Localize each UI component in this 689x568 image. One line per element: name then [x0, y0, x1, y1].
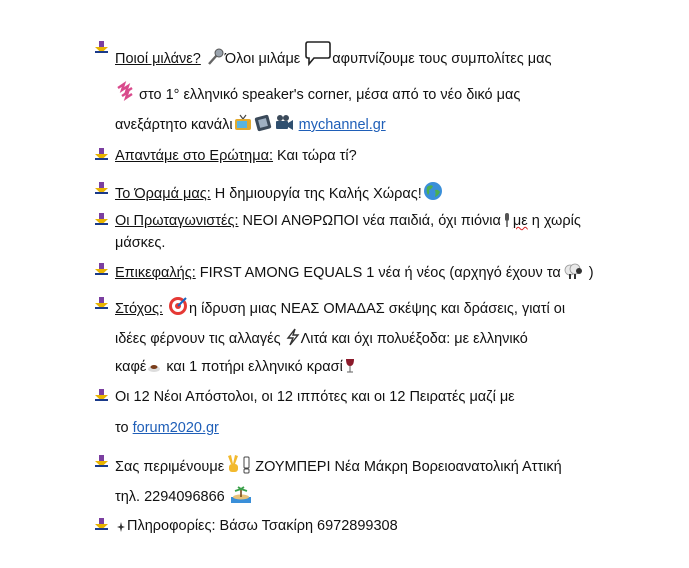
item-text: ): [588, 265, 594, 281]
bullet-arrow-icon: [95, 262, 108, 276]
item-text: Πληροφορίες: Βάσω Τσακίρη 6972899308: [127, 518, 398, 534]
item-label: Οι Πρωταγωνιστές:: [115, 213, 239, 229]
exclamation-icon: [243, 456, 250, 474]
film-frames-icon: [254, 114, 272, 132]
television-icon: [234, 114, 252, 132]
list-item-continuation: [115, 114, 386, 134]
wine-glass-icon: [344, 358, 356, 374]
list-item: [115, 296, 565, 318]
bullet-arrow-icon: [95, 388, 108, 402]
globe-icon: [423, 181, 443, 201]
item-text: ανεξάρτητο κανάλι: [115, 117, 233, 133]
item-text: με: [512, 213, 528, 229]
list-item-continuation: [115, 486, 253, 506]
microphone-icon: [206, 48, 224, 66]
target-icon: [168, 296, 188, 316]
list-item-continuation: [115, 419, 219, 437]
list-item: [115, 388, 515, 406]
item-label: Το Όραμά μας:: [115, 186, 211, 202]
item-text: μάσκες.: [115, 235, 166, 251]
item-text: το: [115, 420, 129, 436]
item-text: Και τώρα τί?: [277, 148, 357, 164]
item-text: Η δημιουργία της Καλής Χώρας!: [214, 186, 422, 202]
list-item: [115, 212, 581, 230]
list-item: [115, 181, 444, 203]
victory-hand-icon: [225, 454, 241, 474]
list-item-continuation: [115, 234, 165, 252]
forum-link[interactable]: forum2020.gr: [132, 420, 219, 436]
item-text: τηλ. 2294096866: [115, 489, 225, 505]
coffee-cup-icon: [147, 360, 161, 374]
item-text: αφυπνίζουμε τους συμπολίτες μας: [332, 51, 552, 67]
bullet-arrow-icon: [95, 517, 108, 531]
item-text: και 1 ποτήρι ελληνικό κρασί: [166, 359, 343, 375]
item-text: καφέ: [115, 359, 147, 375]
list-item: [115, 454, 562, 476]
bullet-arrow-icon: [95, 147, 108, 161]
item-text: Λιτά και όχι πολυέξοδα: με ελληνικό: [300, 331, 528, 347]
item-label: Ποιοί μιλάνε?: [115, 51, 201, 67]
zigzag-icon: [116, 80, 138, 102]
video-camera-icon: [274, 114, 294, 132]
item-label: Απαντάμε στο Ερώτημα:: [115, 148, 274, 164]
lightning-icon: [286, 328, 300, 346]
item-text: ΖΟΥΜΠΕΡΙ Νέα Μάκρη Βορειοανατολική Αττική: [255, 459, 562, 475]
sparkle-icon: [116, 521, 126, 533]
item-text: στο 1° ελληνικό speaker's corner, μέσα από το νέο δικό μας: [139, 87, 521, 103]
list-item: [115, 147, 357, 165]
bullet-arrow-icon: [95, 40, 108, 54]
item-label: Στόχος:: [115, 301, 163, 317]
list-item: [115, 262, 594, 282]
item-text: η ίδρυση μιας ΝΕΑΣ ΟΜΑΔΑΣ σκέψης και δράσεις, γιατί οι: [189, 301, 566, 317]
item-text: ΝΕΟΙ ΑΝΘΡΩΠΟΙ νέα παιδιά, όχι πιόνια: [242, 213, 501, 229]
mychannel-link[interactable]: mychannel.gr: [298, 117, 386, 133]
item-label: Επικεφαλής:: [115, 265, 196, 281]
list-item-continuation: [115, 358, 357, 376]
item-text: η χωρίς: [531, 213, 581, 229]
bullet-arrow-icon: [95, 181, 108, 195]
beach-island-icon: [230, 486, 252, 504]
item-text: Όλοι μιλάμε: [224, 51, 301, 67]
list-item-continuation: [115, 328, 528, 348]
item-text: Οι 12 Νέοι Απόστολοι, οι 12 ιππότες και οι 12 Πειρατές μαζί με: [115, 389, 515, 405]
list-item-continuation: [115, 80, 520, 104]
microphone-icon: [502, 212, 512, 228]
bullet-arrow-icon: [95, 454, 108, 468]
bullet-arrow-icon: [95, 296, 108, 310]
speech-bubble-icon: [305, 40, 331, 66]
item-text: ιδέες φέρνουν τις αλλαγές: [115, 331, 281, 347]
item-text: FIRST AMONG EQUALS 1 νέα ή νέος (αρχηγό έχουν τα: [199, 265, 561, 281]
bullet-arrow-icon: [95, 212, 108, 226]
list-item: [115, 517, 398, 535]
sheep-icon: [562, 262, 584, 280]
list-item: [115, 40, 552, 68]
item-text: Σας περιμένουμε: [115, 459, 225, 475]
